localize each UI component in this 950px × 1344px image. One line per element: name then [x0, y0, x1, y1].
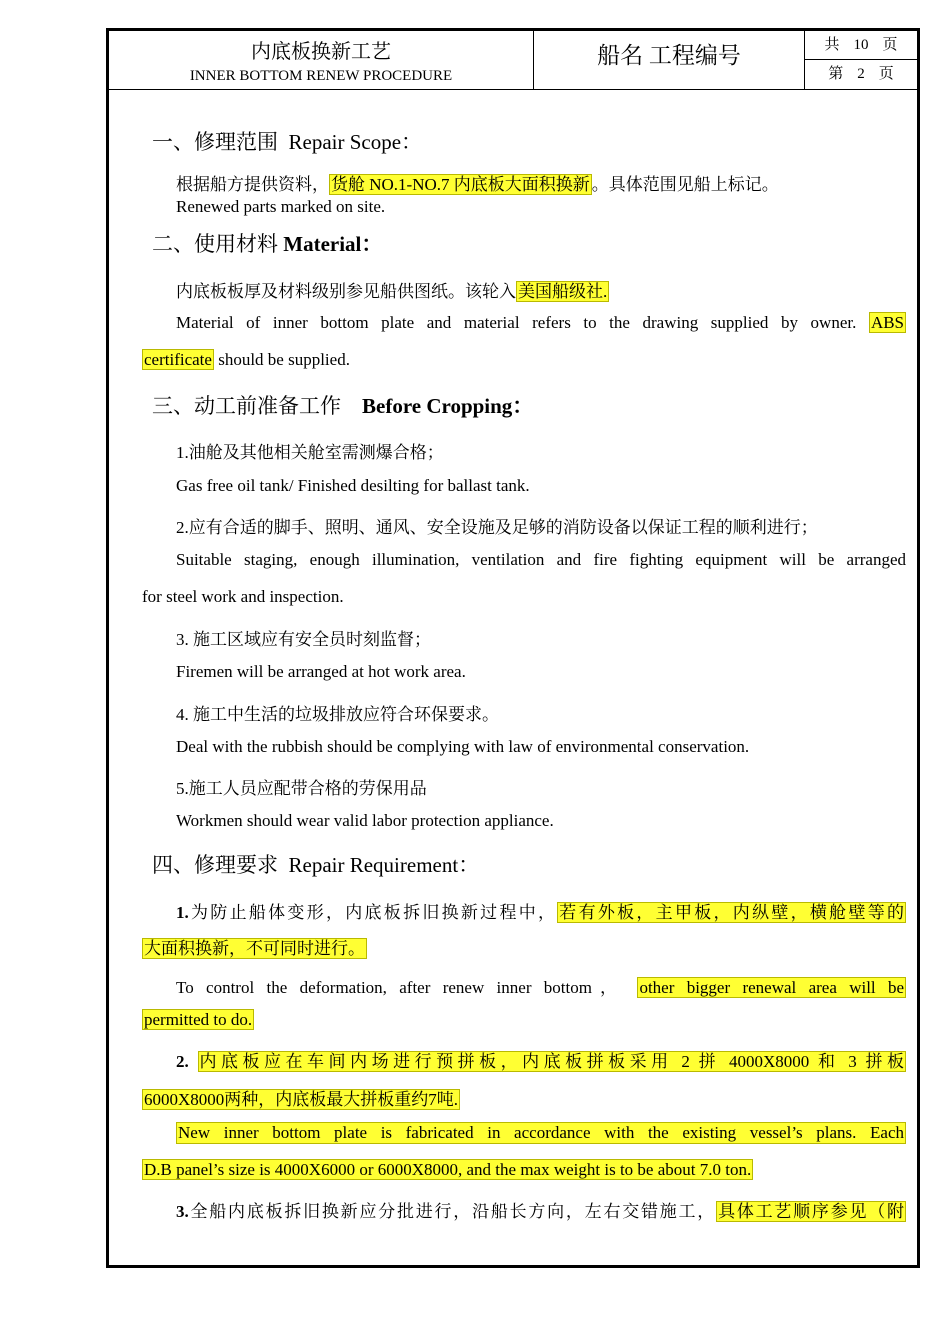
text: 为防止船体变形，内底板拆旧换新过程中， [188, 903, 558, 922]
requirement-1-en-a [176, 973, 906, 998]
text: To control the deformation, after renew inner bottom， [176, 978, 626, 997]
highlight-text: 6000X8000两种，内底板最大拼板重约7吨. [144, 1090, 459, 1109]
highlight-text: 美国船级社. [518, 282, 608, 301]
section-heading-before-cropping [152, 390, 533, 420]
requirement-2-en-a [176, 1122, 906, 1144]
total-label-post: 页 [882, 37, 898, 53]
total-pages-row [805, 31, 917, 60]
highlight-text: 大面积换新，不可同时进行。 [144, 939, 365, 958]
requirement-2-en-b [142, 1160, 753, 1180]
highlight-text: 货舱 NO.1-NO.7 内底板大面积换新 [331, 175, 590, 194]
item-4-cn: 4. 施工中生活的垃圾排放应符合环保要求。 [176, 705, 499, 724]
item-1-en: Gas free oil tank/ Finished desilting for ballast tank. [176, 476, 530, 495]
item-2-en-b: for steel work and inspection. [142, 587, 344, 606]
highlight-text: ABS [870, 313, 905, 332]
heading-cn: 一、修理范围 [152, 130, 278, 154]
header-title-cell [109, 31, 534, 89]
header-table [109, 31, 917, 90]
paragraph-material-cn [176, 277, 609, 302]
item-4-en: Deal with the rubbish should be complying with law of environmental conservation. [176, 737, 750, 756]
heading-en: Before Cropping： [362, 394, 534, 418]
heading-en: Material： [283, 232, 383, 256]
highlight-text: 具体工艺顺序参见（附 [718, 1202, 905, 1221]
item-2-en-a: Suitable staging, enough illumination, ventilation and fire fighting equipment will be arranged [176, 550, 906, 569]
text: Material of inner bottom plate and material refers to the drawing supplied by owner. [176, 313, 857, 332]
requirement-1-cn-a [176, 898, 906, 923]
requirement-1-cn-b [142, 934, 367, 959]
heading-en: Repair Scope： [288, 130, 423, 154]
paragraph-material-en-1 [176, 313, 906, 333]
item-2-cn: 2.应有合适的脚手、照明、通风、安全设施及足够的消防设备以保证工程的顺利进行； [176, 518, 818, 537]
item-1-cn: 1.油舱及其他相关舱室需测爆合格； [176, 443, 444, 462]
page-label-pre: 第 [828, 66, 844, 82]
page-label-post: 页 [878, 66, 894, 82]
heading-en: Repair Requirement： [288, 853, 480, 877]
text: 全船内底板拆旧换新应分批进行，沿船长方向，左右交错施工， [188, 1202, 717, 1221]
item-3-en: Firemen will be arranged at hot work area. [176, 662, 466, 681]
number: 1. [176, 903, 189, 922]
paragraph-scope-cn [176, 170, 779, 195]
highlight-text: 内底板应在车间内场进行预拼板，内底板拼板采用 2 拼 4000X8000 和 3 拼板 [199, 1052, 905, 1071]
paragraph-material-en-2 [142, 350, 350, 370]
text: 。具体范围见船上标记。 [591, 175, 779, 194]
requirement-2-cn-a [176, 1047, 906, 1072]
number: 3. [176, 1202, 189, 1221]
requirement-3-cn-a [176, 1197, 906, 1222]
number: 2. [176, 1052, 189, 1071]
page-number-row [805, 60, 917, 89]
item-3-cn: 3. 施工区域应有安全员时刻监督； [176, 630, 431, 649]
highlight-text: permitted to do. [144, 1010, 253, 1029]
section-heading-material [152, 228, 382, 258]
heading-cn: 四、修理要求 [152, 853, 278, 877]
paragraph-scope-en: Renewed parts marked on site. [176, 197, 386, 216]
doc-title-cn: 内底板换新工艺 [251, 41, 391, 63]
doc-title-en: INNER BOTTOM RENEW PROCEDURE [189, 68, 453, 84]
highlight-text: 若有外板，主甲板，内纵壁，横舱壁等的 [559, 903, 905, 922]
section-heading-repair-scope [152, 126, 422, 156]
heading-cn: 二、使用材料 [152, 232, 278, 256]
total-pages: 10 [853, 37, 869, 53]
text: 内底板板厚及材料级别参见船供图纸。该轮入 [176, 282, 516, 301]
highlight-text: certificate [144, 350, 212, 369]
heading-cn: 三、动工前准备工作 [152, 394, 341, 418]
highlight-text: New inner bottom plate is fabricated in accordance with the existing vessel’s plans. Each [178, 1123, 904, 1142]
text: should be supplied. [218, 350, 350, 369]
highlight-text: other bigger renewal area will be [639, 978, 905, 997]
item-5-en: Workmen should wear valid labor protection appliance. [176, 811, 554, 830]
page-count-cell [805, 31, 917, 89]
requirement-2-cn-b [142, 1085, 460, 1110]
highlight-text: D.B panel’s size is 4000X6000 or 6000X8000, and the max weight is to be about 7.0 ton. [144, 1160, 752, 1179]
requirement-1-en-b [142, 1010, 254, 1030]
ship-project-label: 船名 工程编号 [597, 43, 741, 68]
text: 根据船方提供资料， [176, 175, 329, 194]
ship-project-cell [534, 31, 805, 89]
page-number: 2 [857, 66, 865, 82]
total-label-pre: 共 [824, 37, 840, 53]
section-heading-repair-requirement [152, 849, 479, 879]
item-5-cn: 5.施工人员应配带合格的劳保用品 [176, 779, 427, 798]
